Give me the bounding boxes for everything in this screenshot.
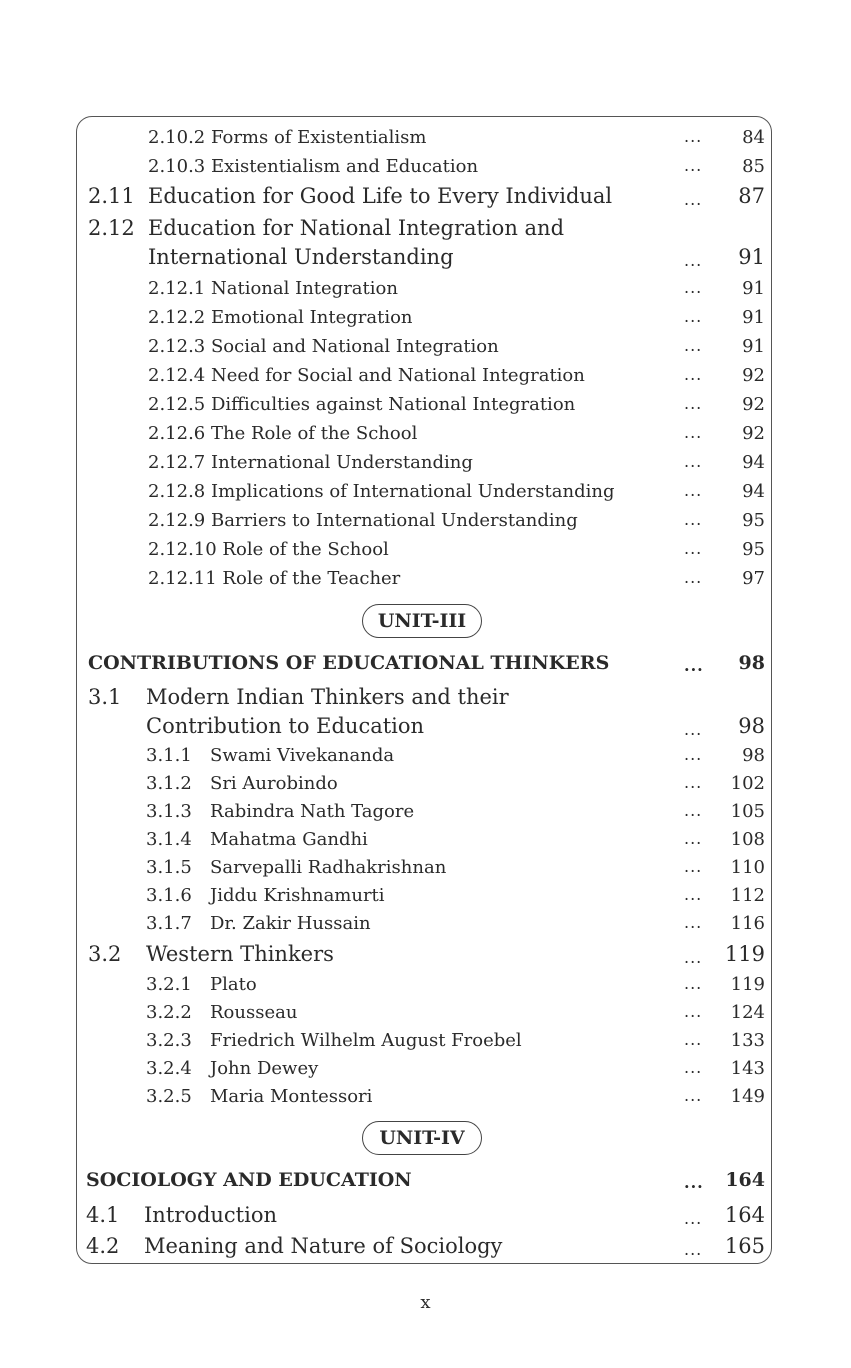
toc-entry-title: 2.10.3 Existentialism and Education — [148, 156, 479, 177]
toc-leader-dots: ... — [684, 539, 703, 558]
toc-entry-title: 2.12.3 Social and National Integration — [148, 336, 499, 357]
toc-page-number: 98 — [738, 652, 765, 674]
toc-leader-dots: ... — [684, 365, 703, 384]
toc-page-number: 85 — [742, 156, 765, 177]
toc-entry-title: Modern Indian Thinkers and their — [146, 685, 509, 709]
unit-iv-badge: UNIT-IV — [362, 1121, 482, 1155]
toc-entry-number: 4.2 — [86, 1234, 120, 1258]
toc-leader-dots: ... — [684, 1030, 703, 1049]
toc-page-number: 98 — [742, 745, 765, 766]
toc-leader-dots: ... — [684, 190, 703, 209]
toc-entry-title: Swami Vivekananda — [210, 745, 395, 766]
toc-page-number: 112 — [730, 885, 765, 906]
toc-leader-dots: ... — [684, 913, 703, 932]
toc-entry-title: 2.12.4 Need for Social and National Integration — [148, 365, 585, 386]
toc-entry-number: 4.1 — [86, 1203, 120, 1227]
toc-entry-title: Western Thinkers — [146, 942, 334, 966]
toc-leader-dots: ... — [684, 278, 703, 297]
toc-entry-title: Education for Good Life to Every Individual — [148, 184, 613, 208]
toc-entry-title: Mahatma Gandhi — [210, 829, 368, 850]
section-heading-title: SOCIOLOGY AND EDUCATION — [86, 1169, 412, 1191]
toc-entry-title: Meaning and Nature of Sociology — [144, 1234, 503, 1258]
toc-entry-number: 3.1.7 — [146, 913, 192, 934]
toc-leader-dots: ... — [684, 1209, 703, 1228]
toc-leader-dots: ... — [684, 1240, 703, 1259]
toc-leader-dots: ... — [684, 745, 703, 764]
toc-page-number: 91 — [742, 307, 765, 328]
toc-leader-dots: ... — [684, 394, 703, 413]
toc-leader-dots: ... — [684, 481, 703, 500]
toc-entry-title: Rousseau — [210, 1002, 298, 1023]
toc-page-number: 164 — [724, 1203, 765, 1227]
toc-entry-number: 2.11 — [88, 184, 135, 208]
toc-entry-title: 2.12.10 Role of the School — [148, 539, 389, 560]
toc-page-number: 84 — [742, 127, 765, 148]
toc-entry-title: 2.12.7 International Understanding — [148, 452, 473, 473]
toc-leader-dots: ... — [684, 452, 703, 471]
toc-leader-dots: ... — [684, 423, 703, 442]
toc-page-number: 92 — [742, 423, 765, 444]
toc-entry-title: Education for National Integration and — [148, 216, 565, 240]
toc-entry-number: 3.1.1 — [146, 745, 192, 766]
toc-entry-title: Sarvepalli Radhakrishnan — [210, 857, 447, 878]
toc-page-number: 110 — [730, 857, 765, 878]
toc-leader-dots: ... — [684, 656, 704, 675]
toc-page-number: 91 — [742, 336, 765, 357]
toc-leader-dots: ... — [684, 1086, 703, 1105]
toc-entry-title: 2.12.5 Difficulties against National Integration — [148, 394, 576, 415]
toc-page-number: 92 — [742, 365, 765, 386]
toc-entry-number: 3.1.3 — [146, 801, 192, 822]
toc-entry-number: 3.1 — [88, 685, 122, 709]
toc-entry-title: 2.12.6 The Role of the School — [148, 423, 418, 444]
toc-leader-dots: ... — [684, 773, 703, 792]
toc-leader-dots: ... — [684, 974, 703, 993]
toc-leader-dots: ... — [684, 251, 703, 270]
toc-page-number: 87 — [738, 184, 765, 208]
toc-page-number: 133 — [730, 1030, 765, 1051]
toc-entry-number: 2.12 — [88, 216, 135, 240]
section-heading-title: CONTRIBUTIONS OF EDUCATIONAL THINKERS — [88, 652, 610, 674]
toc-page-number: 165 — [724, 1234, 765, 1258]
toc-entry-title: 2.12.11 Role of the Teacher — [148, 568, 401, 589]
toc-page-number: 92 — [742, 394, 765, 415]
toc-page-number: 94 — [742, 452, 765, 473]
page-number-footer: x — [420, 1292, 431, 1313]
toc-leader-dots: ... — [684, 336, 703, 355]
toc-entry-title: 2.12.9 Barriers to International Understanding — [148, 510, 578, 531]
toc-entry-title: 2.10.2 Forms of Existentialism — [148, 127, 427, 148]
toc-entry-title: Jiddu Krishnamurti — [210, 885, 385, 906]
toc-page-number: 95 — [742, 510, 765, 531]
toc-leader-dots: ... — [684, 885, 703, 904]
toc-leader-dots: ... — [684, 156, 703, 175]
toc-leader-dots: ... — [684, 568, 703, 587]
toc-leader-dots: ... — [684, 801, 703, 820]
toc-entry-number: 3.2.5 — [146, 1086, 192, 1107]
toc-page-number: 95 — [742, 539, 765, 560]
toc-leader-dots: ... — [684, 510, 703, 529]
toc-page-number: 94 — [742, 481, 765, 502]
toc-leader-dots: ... — [684, 948, 703, 967]
toc-entry-title: Contribution to Education — [146, 714, 425, 738]
toc-page-number: 91 — [738, 245, 765, 269]
toc-entry-title: Plato — [210, 974, 257, 995]
toc-leader-dots: ... — [684, 829, 703, 848]
toc-entry-title: Sri Aurobindo — [210, 773, 338, 794]
toc-entry-number: 3.2.3 — [146, 1030, 192, 1051]
toc-page-number: 149 — [730, 1086, 765, 1107]
toc-entry-title: Friedrich Wilhelm August Froebel — [210, 1030, 522, 1051]
toc-page-number: 105 — [730, 801, 765, 822]
toc-page-number: 116 — [730, 913, 765, 934]
toc-entry-number: 3.2.4 — [146, 1058, 192, 1079]
toc-entry-title: Rabindra Nath Tagore — [210, 801, 415, 822]
toc-entry-number: 3.1.4 — [146, 829, 192, 850]
toc-entry-title: 2.12.1 National Integration — [148, 278, 398, 299]
toc-page-number: 98 — [738, 714, 765, 738]
unit-iii-badge: UNIT-III — [362, 604, 482, 638]
toc-page-number: 143 — [730, 1058, 765, 1079]
toc-leader-dots: ... — [684, 1002, 703, 1021]
toc-leader-dots: ... — [684, 1173, 704, 1192]
toc-page-number: 119 — [730, 974, 765, 995]
toc-entry-number: 3.2.2 — [146, 1002, 192, 1023]
toc-page-number: 124 — [730, 1002, 765, 1023]
toc-leader-dots: ... — [684, 1058, 703, 1077]
toc-entry-number: 3.1.6 — [146, 885, 192, 906]
toc-leader-dots: ... — [684, 127, 703, 146]
toc-entry-title: Maria Montessori — [210, 1086, 373, 1107]
toc-leader-dots: ... — [684, 857, 703, 876]
toc-entry-title: 2.12.8 Implications of International Understanding — [148, 481, 615, 502]
toc-entry-number: 3.2.1 — [146, 974, 192, 995]
toc-page-number: 108 — [730, 829, 765, 850]
toc-entry-title: Dr. Zakir Hussain — [210, 913, 371, 934]
toc-entry-number: 3.1.2 — [146, 773, 192, 794]
toc-leader-dots: ... — [684, 720, 703, 739]
toc-leader-dots: ... — [684, 307, 703, 326]
toc-entry-number: 3.1.5 — [146, 857, 192, 878]
toc-page-number: 119 — [724, 942, 765, 966]
toc-entry-number: 3.2 — [88, 942, 122, 966]
toc-entry-title: John Dewey — [210, 1058, 319, 1079]
toc-page-number: 97 — [742, 568, 765, 589]
toc-entry-title: Introduction — [144, 1203, 277, 1227]
toc-page-number: 164 — [725, 1169, 765, 1191]
toc-page-number: 102 — [730, 773, 765, 794]
toc-entry-title: International Understanding — [148, 245, 454, 269]
toc-entry-title: 2.12.2 Emotional Integration — [148, 307, 413, 328]
toc-page-number: 91 — [742, 278, 765, 299]
